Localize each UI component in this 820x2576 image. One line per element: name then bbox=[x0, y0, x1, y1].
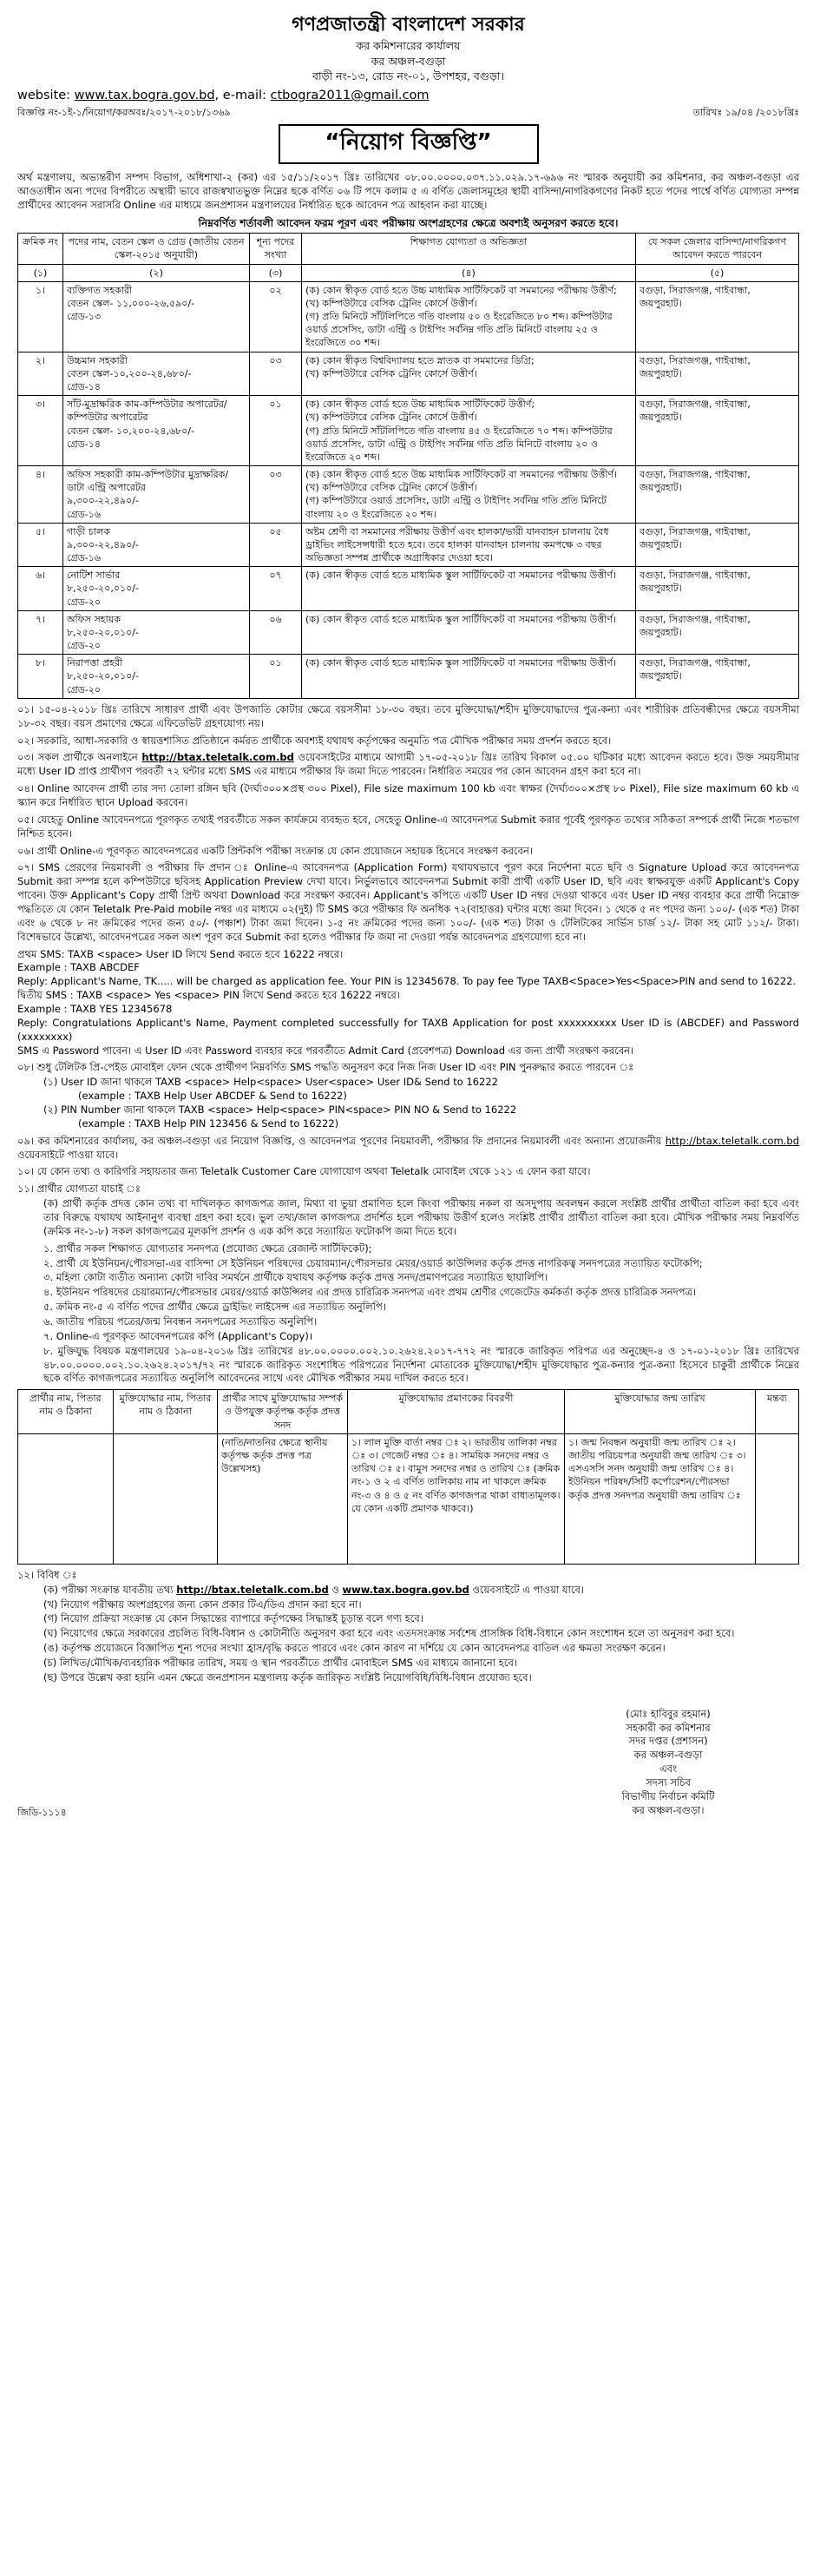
government-title: গণপ্রজাতন্ত্রী বাংলাদেশ সরকার bbox=[292, 14, 525, 36]
email-link[interactable]: ctbogra2011@gmail.com bbox=[270, 89, 430, 103]
list-item: ৮. মুক্তিযুদ্ধ বিষয়ক মন্ত্রণালয়ের ১৯-০৪-২০১৬ খ্রিঃ তারিখের ৪৮.০০.০০০০.০০২.১০.২৬২৪.২০১৭-৭৭২ নং স্মারকে জারিকৃত পরিপত্র এর অনুচ্ছেদ-৪ ও ১৭-০১-২০১৮ খ্রিঃ তারিখের ৪৮.০০.০০০০.০০২.১০.২৬২৪.২০১৭/৭২ নং স্মারকে জারিকৃত সংশোধিত পরিপত্রের নির্দেশনা মোতাবেক মুক্তিযোদ্ধা/শহীদ মুক্তিযোদ্ধার পুত্র-কন্যার পুত্র-কন্যা হিসেবে চাকুরী প্রার্থীকে নিম্নের ছকে বর্ণিত কাগজপত্রের সত্যায়িত অনুলিপি আবেদনের সাথে এবং মৌখিক পরীক্ষার সময় দাখিল করতে হবে। bbox=[43, 1344, 799, 1385]
col-num: (১) bbox=[18, 264, 63, 281]
list-item: (চ) লিখিত/মৌখিক/ব্যবহারিক পরীক্ষার তারিখ, সময় ও স্থান পরবর্তীতে প্রার্থীর মোবাইলে SMS এর মাধ্যমে জানানো হবে। bbox=[43, 1656, 517, 1669]
note-08: ০৮। শুধু টেলিটক প্রি-পেইড মোবাইল ফোন থেকে প্রার্থীগণ নিম্নবর্ণিত SMS পদ্ধতি অনুসরণ করে নিজ নিজ User ID এবং PIN পুনরুদ্ধার করতে পারবেন ঃ bbox=[17, 1061, 634, 1074]
vacancy-table bbox=[17, 233, 799, 699]
sms-first-reply: Reply: Applicant's Name, TK..... will be charged as application fee. Your PIN is 12345678. To pay fee Type TAXB<Space>Yes<Space>PIN and send to 16222. bbox=[17, 975, 797, 988]
header-relation: প্রার্থীর সাথে মুক্তিযোদ্ধার সম্পর্ক ও উপযুক্ত কর্তৃপক্ষ কর্তৃক প্রদত্ত সনদ bbox=[218, 1390, 348, 1434]
tax-website-link[interactable]: www.tax.bogra.gov.bd bbox=[342, 1583, 469, 1596]
note-09: ০৯। কর কমিশনারের কার্যালয়, কর অঞ্চল-বগুড়া এর নিয়োগ বিজ্ঞপ্তি, ও আবেদনপত্র পূরণের নিয়মাবলী, পরীক্ষার ফি প্রদানের নিয়মাবলী এবং অন্যান্য প্রয়োজনীয় http://btax.teletalk.com.bd ওয়েবসাইটে পাওয়া যাবে। bbox=[17, 1134, 800, 1161]
row-count: ০১ bbox=[250, 655, 302, 699]
row-serial: ৮। bbox=[18, 655, 63, 699]
website-label: website: bbox=[17, 89, 71, 103]
recover-user-id-example: (example : TAXB Help User ABCDEF & Send to 16222) bbox=[78, 1090, 347, 1103]
note-10: ১০। যে কোন তথ্য ও কারিগরি সহায়তার জন্য Teletalk Customer Care যোগাযোগ অথবা Teletalk মোবাইল থেকে ১২১ এ ফোন করা যাবে। bbox=[17, 1165, 591, 1178]
cell-relation-note: (নাতি/নাতনির ক্ষেত্রে স্থানীয় কর্তৃপক্ষ কর্তৃক প্রদত্ত পত্র উল্লেখসহ) bbox=[218, 1433, 348, 1564]
recover-pin: (২) PIN Number জানা থাকলে TAXB <space> Help<space> PIN<space> PIN NO & Send to 16222 bbox=[43, 1103, 517, 1116]
row-post: উচ্চমান সহকারী বেতন স্কেল-১০,২০০-২৪,৬৮০/- গ্রেড-১৪ bbox=[63, 352, 250, 396]
row-post: অফিস সহকারী কাম-কম্পিউটার মুদ্রাক্ষরিক/ ডাটা এন্ট্রি অপারেটর ৯,৩০০-২২,৪৯০/- গ্রেড-১৬ bbox=[63, 466, 250, 524]
row-qualification: (ক) কোন স্বীকৃত বোর্ড হতে মাধ্যমিক স্কুল সার্টিফিকেট বা সমমানের পরীক্ষায় উত্তীর্ণ। bbox=[302, 567, 636, 611]
row-count: ০৬ bbox=[250, 610, 302, 655]
letterhead bbox=[17, 12, 799, 83]
row-qualification: (ক) কোন স্বীকৃত বোর্ড হতে উচ্চ মাধ্যমিক সার্টিফিকেট উত্তীর্ণ; (খ) কম্পিউটারে বেসিক ট্রেনিং কোর্সে উত্তীর্ণ। (গ) প্রতি মিনিটে সাঁটলিপিতে গতি বাংলায় ৪৫ ও ইংরেজিতে ৭০ শব্দ। কম্পিউটার ওয়ার্ড প্রসেসিং, ডাটা এন্ট্রি ও টাইপিং সর্বনিম্ন গতি প্রতি মিনিটে বাংলায় ২০ ও ইংরেজিতে ২০ শব্দ। bbox=[302, 396, 636, 466]
signatory-title: সহকারী কর কমিশনার bbox=[626, 1721, 711, 1734]
row-serial: ২। bbox=[18, 352, 63, 396]
list-item: (ঙ) কর্তৃপক্ষ প্রয়োজনে বিজ্ঞাপিত শূন্য পদের সংখ্যা হ্রাস/বৃদ্ধি করতে পারবে এবং কোন কারণ না দর্শিয়ে যে কোন আবেদনপত্র বাতিল এর ক্ষমতা সংরক্ষণ করেন। bbox=[43, 1642, 666, 1655]
header-remarks: মন্তব্য bbox=[756, 1390, 799, 1434]
note-12: ১২। বিবিধ ঃ bbox=[17, 1568, 77, 1581]
signatory-name: (মোঃ হাবিবুর রহমান) bbox=[626, 1707, 711, 1720]
cell-empty bbox=[114, 1433, 218, 1564]
table-header-row bbox=[18, 234, 799, 264]
row-district: বগুড়া, সিরাজগঞ্জ, গাইবান্ধা, জয়পুরহাট। bbox=[636, 396, 799, 466]
table-row bbox=[18, 352, 799, 396]
row-serial: ৪। bbox=[18, 466, 63, 524]
sms-first: প্রথম SMS: TAXB <space> User ID লিখে Send করতে হবে 16222 নম্বরে। bbox=[17, 947, 344, 960]
row-post: নিরাপত্তা প্রহরী ৮,২৫০-২০,০১০/- গ্রেড-২০ bbox=[63, 655, 250, 699]
row-count: ০৭ bbox=[250, 567, 302, 611]
header-qualification: শিক্ষাগত যোগ্যতা ও অভিজ্ঞতা bbox=[302, 234, 636, 264]
col-num: (৪) bbox=[302, 264, 636, 281]
sms-second: দ্বিতীয় SMS : TAXB <space> Yes <space> PIN লিখে Send করতে হবে 16222 নম্বরে। bbox=[17, 989, 400, 1002]
signatory-office: কর অঞ্চল-বগুড়া bbox=[633, 1749, 703, 1762]
signatory-and: এবং bbox=[659, 1762, 678, 1776]
table-row bbox=[18, 281, 799, 352]
misc-list bbox=[17, 1598, 799, 1685]
gd-code: জিডি-১১১৪ bbox=[17, 1806, 67, 1818]
row-post: নোটিশ সার্ভার ৮,২৫০-২০,০১০/- গ্রেড-২০ bbox=[63, 567, 250, 611]
list-item: ৭. Online-এ পূরণকৃত আবেদনপত্রের কপি (Applicant's Copy)। bbox=[43, 1329, 313, 1342]
row-district: বগুড়া, সিরাজগঞ্জ, গাইবান্ধা, জয়পুরহাট। bbox=[636, 567, 799, 611]
memo-number: বিজ্ঞপ্তি নং-১ই-১/নিয়োগ/করঅবঃ/২০১৭-২০১৮/১৩৬৯ bbox=[17, 107, 231, 119]
row-qualification: (ক) কোন স্বীকৃত বিশ্ববিদ্যালয় হতে স্নাতক বা সমমানের ডিগ্রি; (খ) কম্পিউটারে বেসিক ট্রেনিং কোর্সে উত্তীর্ণ। bbox=[302, 352, 636, 396]
header-district: যে সকল জেলার বাসিন্দা/নাগরিকগণ আবেদন করতে পারবেন bbox=[636, 234, 799, 264]
note-11-ka: (ক) প্রার্থী কর্তৃক প্রদত্ত কোন তথ্য বা দাখিলকৃত কাগজপত্র জাল, মিথ্যা বা ভুয়া প্রমাণিত হলে কিংবা পরীক্ষায় নকল বা অসদুপায় অবলম্বন করলে সংশ্লিষ্ট প্রার্থীর প্রার্থীতা বাতিল করা হবে এবং তার বিরুদ্ধে যথাযথ আইনানুগ ব্যবস্থা গ্রহণ করা হবে। ভুল তথ্য/জাল কাগজপত্র প্রদর্শিত হলে পরীক্ষায় উত্তীর্ণ হলেও সংশ্লিষ্ট প্রার্থীর প্রার্থীতা বাতিল করা হবে। মৌখিক পরীক্ষার সময় নিম্নবর্ণিত (ক্রমিক নং-১-৮) সকল কাগজপত্রের মূলকপি প্রদর্শন ও এক কপি করে সত্যায়িত ফটোকপি জমা দিতে হবে। bbox=[43, 1197, 799, 1237]
table-row bbox=[18, 655, 799, 699]
signatory-role: সদস্য সচিব bbox=[646, 1776, 691, 1789]
row-qualification: (ক) কোন স্বীকৃত বোর্ড হতে উচ্চ মাধ্যমিক সার্টিফিকেট বা সমমানের পরীক্ষায় উত্তীর্ণ; (খ) কম্পিউটারে বেসিক ট্রেনিং কোর্সে উত্তীর্ণ। (গ) প্রতি মিনিটে সাঁটলিপিতে গতি বাংলায় ৫০ ও ইংরেজিতে ৮০ শব্দ। কম্পিউটার ওয়ার্ড প্রসেসিং, ডাটা এন্ট্রি ও টাইপিং সর্বনিম্ন গতি প্রতি মিনিটে বাংলায় ২৫ ও ইংরেজিতে ৩০ শব্দ। bbox=[302, 281, 636, 352]
header-post: পদের নাম, বেতন স্কেল ও গ্রেড (জাতীয় বেতন স্কেল-২০১৫ অনুযায়ী) bbox=[63, 234, 250, 264]
recover-user-id: (১) User ID জানা থাকলে TAXB <space> Help<space> User<space> User ID& Send to 16222 bbox=[43, 1076, 498, 1089]
row-serial: ৫। bbox=[18, 523, 63, 567]
row-count: ০২ bbox=[250, 281, 302, 352]
row-post: ব্যক্তিগত সহকারী বেতন স্কেল- ১১,০০০-২৬,৫৯০/- গ্রেড-১৩ bbox=[63, 281, 250, 352]
header-proof: মুক্তিযোদ্ধার প্রমাণকের বিবরণী bbox=[348, 1390, 565, 1434]
zone-name: কর অঞ্চল-বগুড়া bbox=[371, 54, 446, 68]
exam-info-link[interactable]: http://btax.teletalk.com.bd bbox=[176, 1583, 329, 1596]
signature-block bbox=[538, 1692, 798, 1818]
sms-second-example: Example : TAXB YES 12345678 bbox=[17, 1002, 173, 1015]
col-num: (৫) bbox=[636, 264, 799, 281]
conditions-section bbox=[17, 703, 799, 1685]
row-qualification: অষ্টম শ্রেণী বা সমমানের পরীক্ষায় উত্তীর্ণ এবং হালকা/ভারী যানবাহন চালনায় বৈধ ড্রাইভিং লাইসেন্সধারী হতে হবে। তবে হালকা যানবাহন চালনায় কমপক্ষে ৩ বছর অভিজ্ঞতা সম্পন্ন প্রার্থীকে অগ্রাধিকার দেওয়া হবে। bbox=[302, 523, 636, 567]
office-name: কর কমিশনারের কার্যালয় bbox=[356, 39, 461, 53]
table-header-row bbox=[18, 1390, 799, 1434]
table-row bbox=[18, 396, 799, 466]
note-06: ০৬। প্রার্থী Online-এ পূরণকৃত আবেদনপত্রের একটি প্রিন্টকপি পরীক্ষা সংক্রান্ত যে কোন প্রয়োজনে সহায়ক হিসেবে সংরক্ষণ করবেন। bbox=[17, 844, 533, 857]
note-04: ০৪। Online আবেদন প্রার্থী তার সদ্য তোলা রঙ্গিন ছবি (দৈর্ঘ্য৩০০×প্রস্থ ৩০০ Pixel), File size maximum 100 kb এবং স্বাক্ষর (দৈর্ঘ্য৩০০×প্রস্থ ৮০ Pixel), File size maximum 60 kb এ স্ক্যান করে নির্ধারিত স্থানে Upload করবেন। bbox=[17, 782, 799, 808]
row-district: বগুড়া, সিরাজগঞ্জ, গাইবান্ধা, জয়পুরহাট। bbox=[636, 610, 799, 655]
office-address: বাড়ী নং-১৩, রোড নং-০১, উপশহর, বগুড়া। bbox=[312, 69, 504, 82]
row-district: বগুড়া, সিরাজগঞ্জ, গাইবান্ধা, জয়পুরহাট। bbox=[636, 466, 799, 524]
sms-first-example: Example : TAXB ABCDEF bbox=[17, 961, 140, 974]
list-item: ৫. ক্রমিক নং-৫ এ বর্ণিত পদের প্রার্থীর ক্ষেত্রে ড্রাইভিং লাইসেন্স এর সত্যায়িত অনুলিপি। bbox=[43, 1301, 386, 1314]
cell-birth-date-list: ১। জন্ম নিবন্ধন অনুযায়ী জন্ম তারিখ ঃ ২। জাতীয় পরিচয়পত্র অনুযায়ী জন্ম তারিখ ঃ ৩। এসএসসি সনদ অনুযায়ী জন্ম তারিখ ঃ ৪। ইউনিয়ন পরিষদ/সিটি কর্পোরেশন/পৌরসভা কর্তৃক প্রদত্ত সনদপত্র অনুযায়ী জন্ম তারিখ ঃ bbox=[565, 1433, 756, 1564]
list-item: ১. প্রার্থীর সকল শিক্ষাগত যোগ্যতার সনদপত্র (প্রযোজ্য ক্ষেত্রে রেজাল্ট সার্টিফিকেট); bbox=[43, 1242, 372, 1255]
header-birth-date: মুক্তিযোদ্ধার জন্ম তারিখ bbox=[565, 1390, 756, 1434]
row-post: সাঁট-মুদ্রাক্ষরিক কাম-কম্পিউটার অপারেটর/ কম্পিউটার অপারেটর বেতন স্কেল- ১০,২০০-২৪,৬৮০/- গ্রেড-১৪ bbox=[63, 396, 250, 466]
row-qualification: (ক) কোন স্বীকৃত বোর্ড হতে মাধ্যমিক স্কুল সার্টিফিকেট বা সমমানের পরীক্ষায় উত্তীর্ণ। bbox=[302, 655, 636, 699]
row-post: অফিস সহায়ক ৮,২৫০-২০,০১০/- গ্রেড-২০ bbox=[63, 610, 250, 655]
sms-password-note: SMS এ Password পাবেন। এ User ID এবং Password ব্যবহার করে পরবর্তীতে Admit Card (প্রবেশপত্র) Download এর জন্য প্রার্থী সংরক্ষণ করবেন। bbox=[17, 1044, 634, 1057]
cell-empty bbox=[756, 1433, 799, 1564]
header-candidate: প্রার্থীর নাম, পিতার নাম ও ঠিকানা bbox=[18, 1390, 114, 1434]
notice-date: তারিখঃ ১৯/০৪ /২০১৮খ্রিঃ bbox=[692, 107, 799, 119]
row-qualification: (ক) কোন স্বীকৃত বোর্ড হতে মাধ্যমিক স্কুল সার্টিফিকেট বা সমমানের পরীক্ষায় উত্তীর্ণ। bbox=[302, 610, 636, 655]
note-03: ০৩। সকল প্রার্থীকে অনলাইনে http://btax.teletalk.com.bd ওয়েবসাইটের মাধ্যমে আগামী ১৭-০৫-২০১৮ খ্রিঃ তারিখ বিকাল ০৫.০০ ঘটিকার মধ্যে আবেদন করতে হবে। উক্ত সময়সীমার মধ্যে User ID প্রাপ্ত প্রার্থীগণ পরবর্তী ৭২ ঘন্টার মধ্যে SMS এর মাধ্যমে পরীক্ষার ফি জমা দিতে পারবেন। নির্ধারিত সময়ের পর কোন আবেদন গ্রহণ করা হবে না। bbox=[17, 751, 800, 778]
vacancy-rows bbox=[18, 281, 799, 698]
header-count: শূন্য পদের সংখ্যা bbox=[250, 234, 302, 264]
application-link[interactable]: http://btax.teletalk.com.bd bbox=[141, 751, 294, 764]
list-item: (ঘ) নিয়োগের ক্ষেত্রে সরকারের প্রচলিত বিধি-বিধান ও কোটানীতি অনুসরণ করা হবে এবং এতদসংক্রান্ত সর্বশেষ প্রাসঙ্গিক বিধি-বিধানে কোন সংশোধন হলে তা অনুসরণ করা হবে। bbox=[43, 1627, 735, 1640]
list-item: (গ) নিয়োগ প্রক্রিয়া সংক্রান্ত যে কোন সিদ্ধান্তের ব্যাপারে কর্তৃপক্ষের সিদ্ধান্তই চূড়ান্ত বলে গণ্য হবে। bbox=[43, 1612, 423, 1625]
list-item: ২. প্রার্থী যে ইউনিয়ন/পৌরসভা-এর বাসিন্দা সে ইউনিয়ন পরিষদের চেয়ারম্যান/পৌরসভার মেয়র/ওয়ার্ড কাউন্সিলর কর্তৃক প্রদত্ত নাগরিকত্ব সনদপত্রের সত্যায়িত ফটোকপি; bbox=[43, 1256, 703, 1269]
list-item: (ছ) উপরে উল্লেখ করা হয়নি এমন ক্ষেত্রে জনপ্রশাসন মন্ত্রণালয় কর্তৃক জারিকৃত সংশ্লিষ্ট নিয়োগবিধি/বিধি-বিধান প্রযোজ্য হবে। bbox=[43, 1670, 532, 1683]
cell-proof-list: ১। লাল মুক্তি বার্তা নম্বর ঃ ২। ভারতীয় তালিকা নম্বর ঃ ৩। গেজেট নম্বর ঃ ৪। সাময়িক সনদের নম্বর ও তারিখ ঃ ৫। বামুস সনদের নম্বর ও তারিখ ঃ (ক্রমিক নং-১ ও ২ এ বর্ণিত তালিকায় নাম না থাকলে ক্রমিক নং-৩ ও ৪ ও ৫ নং বর্ণিত কাগজপত্র থাকা বাধ্যতামূলক। যে কোন একটি প্রমাণক থাকবে।) bbox=[348, 1433, 565, 1564]
list-item: ৪. ইউনিয়ন পরিষদের চেয়ারম্যান/পৌরসভার মেয়র/ওয়ার্ড কাউন্সিলর এর প্রদত্ত চারিত্রিক সনদপত্র এবং প্রথম শ্রেণীর গেজেটেড কর্মকর্তা কর্তৃক প্রদত্ত চারিত্রিক সনদপত্র। bbox=[43, 1286, 697, 1299]
table-colnum-row bbox=[18, 264, 799, 281]
header-serial: ক্রমিক নং bbox=[18, 234, 63, 264]
recover-pin-example: (example : TAXB Help PIN 123456 & Send to 16222) bbox=[78, 1117, 339, 1130]
row-district: বগুড়া, সিরাজগঞ্জ, গাইবান্ধা, জয়পুরহাট। bbox=[636, 352, 799, 396]
list-item: (খ) নিয়োগ পরীক্ষায় অংশগ্রহণের জন্য কোন প্রকার টিএ/ডিএ প্রদান করা হবে না। bbox=[43, 1598, 362, 1611]
header-freedom-fighter: মুক্তিযোদ্ধার নাম, পিতার নাম ও ঠিকানা bbox=[114, 1390, 218, 1434]
sms-second-reply: Reply: Congratulations Applicant's Name, Payment completed successfully for TAXB Application for post xxxxxxxxxx User ID is (ABCDEF) and Password (xxxxxxxx) bbox=[17, 1016, 799, 1043]
note-02: ০২। সরকারি, আধা-সরকারি ও স্বায়ত্তশাসিত প্রতিষ্ঠানে কর্মরত প্রার্থীকে অবশ্যই যথাযথ কর্তৃপক্ষের অনুমতি পত্র মৌখিক পরীক্ষার সময় প্রদর্শন করতে হবে। bbox=[17, 734, 612, 747]
info-link[interactable]: http://btax.teletalk.com.bd bbox=[665, 1134, 800, 1147]
col-num: (৩) bbox=[250, 264, 302, 281]
row-post: গাড়ী চালক ৯,৩০০-২২,৪৯০/- গ্রেড-১৬ bbox=[63, 523, 250, 567]
table-row bbox=[18, 466, 799, 524]
note-11: ১১। প্রার্থীর যোগ্যতা যাচাই ঃ bbox=[17, 1183, 141, 1196]
instruction-line: নিম্নবর্ণিত শর্তাবলী আবেদন ফরম পূরণ এবং পরীক্ষায় অংশগ্রহণের ক্ষেত্রে অবশ্যই অনুসরণ করতে হবে। bbox=[198, 216, 619, 229]
signatory-committee: বিভাগীয় নির্বাচন কমিটি bbox=[621, 1789, 715, 1802]
notice-title: “নিয়োগ বিজ্ঞপ্তি” bbox=[279, 124, 539, 164]
row-serial: ৬। bbox=[18, 567, 63, 611]
table-row bbox=[18, 523, 799, 567]
email-label: , e-mail: bbox=[214, 89, 266, 103]
table-row bbox=[18, 1433, 799, 1564]
signatory-zone: কর অঞ্চল-বগুড়া। bbox=[632, 1803, 705, 1816]
row-qualification: (ক) কোন স্বীকৃত বোর্ড হতে উচ্চ মাধ্যমিক সার্টিফিকেট বা সমমানের পরীক্ষায় উত্তীর্ণ। (খ) কম্পিউটারে বেসিক ট্রেনিং কোর্সে উত্তীর্ণ। (গ) কম্পিউটারে ওয়ার্ড প্রসেসিং, ডাটা এন্ট্রি ও টাইপিং সর্বনিম্ন গতি প্রতি মিনিটে বাংলায় ২০ ও ইংরেজিতে ২০ শব্দ। bbox=[302, 466, 636, 524]
row-count: ০৫ bbox=[250, 523, 302, 567]
note-01: ০১। ১৫-০৪-২০১৮ খ্রিঃ তারিখে সাধারণ প্রার্থী এবং উপজাতি কোটার ক্ষেত্রে বয়সসীমা ১৮-৩০ বছর। তবে মুক্তিযোদ্ধা/শহীদ মুক্তিযোদ্ধাদের পুত্র-কন্যা এবং শারীরিক প্রতিবন্ধীদের ক্ষেত্রে বয়সসীমা ১৮-৩২ বছর। বয়স প্রমাণের ক্ষেত্রে এফিডেভিট গ্রহণযোগ্য নয়। bbox=[17, 702, 799, 729]
note-07: ০৭। SMS প্রেরণের নিয়মাবলী ও পরীক্ষার ফি প্রদান ঃ Online-এ আবেদনপত্র (Application Form) যথাযথভাবে পূরণ করে নির্দেশনা মতে ছবি ও Signature Upload করে আবেদনপত্র Submit করা সম্পন্ন হলে কম্পিউটারে ছবিসহ Application Preview দেখা যাবে। নির্ভুলভাবে আবেদনপত্র Submit কারী প্রার্থী একটি User ID, ছবি এবং স্বাক্ষরযুক্ত একটি Applicant's Copy পাবেন। উক্ত Applicant's Copy প্রার্থী প্রিন্ট অথবা Download করে সংরক্ষণ করবেন। Applicant's কপিতে একটি User ID নম্বর দেওয়া থাকবে এবং User ID নম্বর ব্যবহার করে প্রার্থী নিম্নোক্ত পদ্ধতিতে যে কোন Teletalk Pre-Paid mobile নম্বর এর মাধ্যমে ০২(দুই) টি SMS করে পরীক্ষার ফি অনধিক ৭২(বাহাত্তর) ঘন্টার মধ্যে জমা দিবেন। ১ থেকে ৫ নং পদের জন্য ১০০/- (এক শত) টাকা এবং ৬ থেকে ৮ নং ক্রমিকের পদের জন্য ৫০/- (পঞ্চাশ) টাকা জমা দিবেন। ১-৫ নং ক্রমিকের পদের জন্য ১০০/- (এক শত) টাকা ও টেলিটকের সার্ভিস চার্জ ১২/- টাকা সহ মোট ১১২/- টাকা। বিশেষভাবে উল্লেখ্য, আবেদনপত্রের সকল অংশ পূরণ করে Submit করা হলেও পরীক্ষার ফি জমা না দেওয়া পর্যন্ত আবেদনপত্র গ্রহণযোগ্য হবে না। bbox=[17, 861, 799, 943]
row-serial: ৭। bbox=[18, 610, 63, 655]
note-05: ০৫। যেহেতু Online আবেদনপত্রে পূরণকৃত তথ্যই পরবর্তীতে সকল কার্যক্রমে ব্যবহৃত হবে, সেহেতু Online-এ আবেদনপত্র Submit করার পূর্বেই পূরণকৃত তথ্যের সঠিকতা সম্পর্কে প্রার্থী নিজে শতভাগ নিশ্চিত হবেন। bbox=[17, 813, 799, 840]
row-district: বগুড়া, সিরাজগঞ্জ, গাইবান্ধা, জয়পুরহাট। bbox=[636, 655, 799, 699]
table-row bbox=[18, 567, 799, 611]
reference-line bbox=[17, 106, 799, 119]
note-12-ka: (ক) পরীক্ষা সংক্রান্ত যাবতীয় তথ্য http://btax.teletalk.com.bd ও www.tax.bogra.gov.bd ওয়েবসাইটে এ পাওয়া যাবে। bbox=[43, 1583, 585, 1596]
table-row bbox=[18, 610, 799, 655]
row-district: বগুড়া, সিরাজগঞ্জ, গাইবান্ধা, জয়পুরহাট। bbox=[636, 281, 799, 352]
list-item: ৩. মহিলা কোটা ব্যতীত অন্যান্য কোটা দাবির সমর্থনে প্রার্থীকে যথাযথ কর্তৃপক্ষ কর্তৃক প্রদত্ত সনদ/প্রমাণপত্রের সত্যায়িত ছায়ালিপি। bbox=[43, 1271, 548, 1284]
col-num: (২) bbox=[63, 264, 250, 281]
row-serial: ১। bbox=[18, 281, 63, 352]
row-count: ০৩ bbox=[250, 466, 302, 524]
row-serial: ৩। bbox=[18, 396, 63, 466]
website-link[interactable]: www.tax.bogra.gov.bd bbox=[74, 89, 215, 103]
intro-paragraph: অর্থ মন্ত্রণালয়, অভ্যন্তরীণ সম্পদ বিভাগ, অধিশাখা-২ (কর) এর ১৫/১১/২০১৭ খ্রিঃ তারিখের ০৮.০০.০০০০.০৩৭.১১.০২৯.১৭-৬৯৬ নং স্মারক অনুযায়ী কর কমিশনার, কর অঞ্চল-বগুড়া এর আওতাধীন অন্য পদের বিপরীতে অস্থায়ী ভাবে রাজস্বখাতভুক্ত নিম্নের ছকে বর্ণিত ০৬ টি পদে কলাম ৫ এ বর্ণিত জেলাসমূহের স্থায়ী বাসিন্দা/নাগরিকগণের নিকট হতে পদের পার্শ্বে বর্ণিত যোগ্যতা সম্পন্ন প্রার্থীদের আবেদন সরাসরি Online এর মাধ্যমে জনপ্রশাসন মন্ত্রণালয়ের নির্ধারিত ছকে আবেদন পত্র আহবান করা যাচ্ছে। bbox=[17, 171, 799, 211]
signatory-dept: সদর দপ্তর (প্রশাসন) bbox=[628, 1735, 708, 1748]
row-district: বগুড়া, সিরাজগঞ্জ, গাইবান্ধা, জয়পুরহাট। bbox=[636, 523, 799, 567]
row-count: ০১ bbox=[250, 396, 302, 466]
contact-line bbox=[17, 87, 799, 104]
required-documents-list bbox=[17, 1242, 799, 1387]
row-count: ০৩ bbox=[250, 352, 302, 396]
list-item: ৬. জাতীয় পরিচয় পত্রের/জন্ম নিবন্ধন সনদপত্রের সত্যায়িত অনুলিপি। bbox=[43, 1315, 318, 1328]
cell-empty bbox=[18, 1433, 114, 1564]
freedom-fighter-table bbox=[17, 1389, 799, 1565]
